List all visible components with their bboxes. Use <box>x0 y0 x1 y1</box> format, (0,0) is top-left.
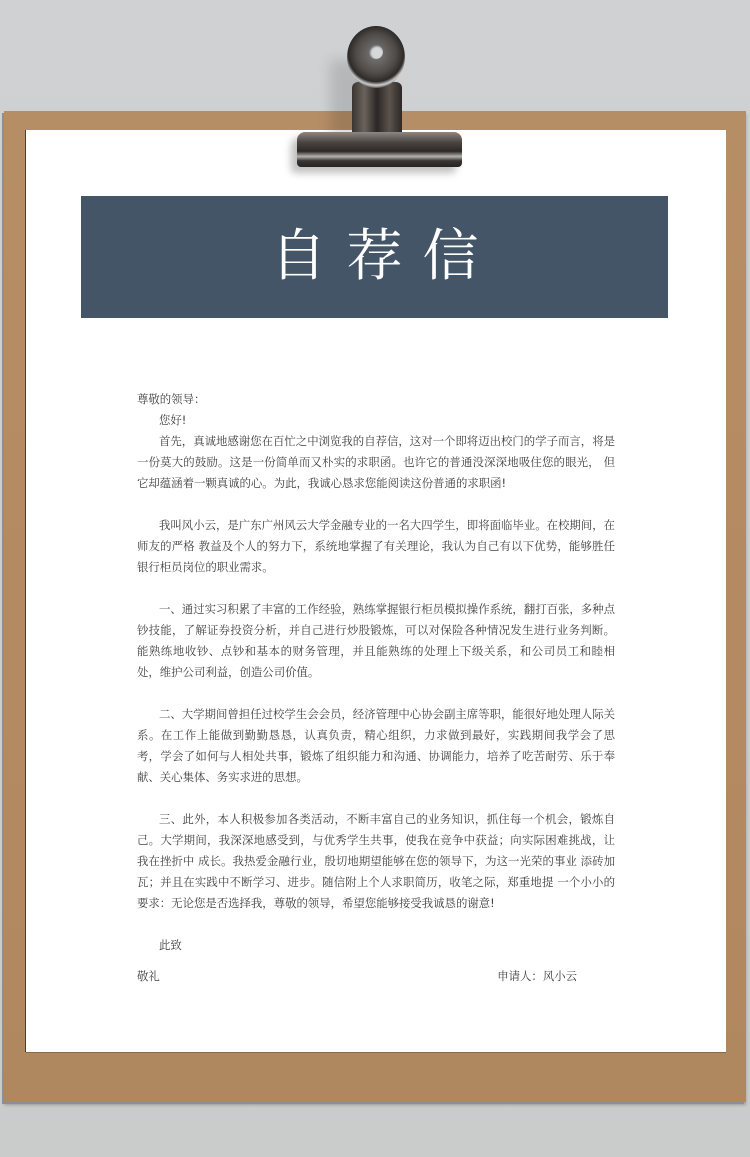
paragraph-point-2: 二、大学期间曾担任过校学生会会员，经济管理中心协会副主席等职，能很好地处理人际关系。在工作上能做到勤勤恳恳，认真负责，精心组织，力求做到最好，实践期间我学会了思考，学会了如何与人相处共事，锻炼了组织能力和沟通、协调能力，培养了吃苦耐劳、乐于奉献、关心集体、务实求进的思想。 <box>137 707 615 784</box>
title-banner <box>81 196 668 318</box>
binder-clip-icon <box>290 20 470 172</box>
letter-body <box>137 389 615 987</box>
paragraph-point-3: 三、此外，本人积极参加各类活动，不断丰富自己的业务知识，抓住每一个机会，锻炼自己。大学期间，我深深地感受到，与优秀学生共事，使我在竞争中获益；向实际困难挑战，让我在挫折中 成长。我热爱金融行业，殷切地期望能够在您的领导下，为这一光荣的事业 添砖加瓦；并且在实践中不断学习、进步。随信附上个人求职简历，收笔之际，郑重地提 一个小小的要求：无论您是否选择我，尊敬的领导，希望您能够接受我诚恳的谢意! <box>137 812 615 910</box>
signoff-row <box>137 966 615 987</box>
closing-text: 此致 <box>159 938 182 952</box>
greeting: 您好! <box>159 413 187 427</box>
clip-base <box>297 132 462 167</box>
clip-hole <box>369 45 383 59</box>
paragraph-intro: 首先，真诚地感谢您在百忙之中浏览我的自荐信，这对一个即将迈出校门的学子而言，将是一份莫大的鼓励。这是一份简单而又朴实的求职函。也许它的普通没深深地吸住您的眼光， 但它却蕴涵着一颗真诚的心。为此，我诚心恳求您能阅读这份普通的求职函! <box>137 434 615 490</box>
paragraph-point-1: 一、通过实习积累了丰富的工作经验，熟练掌握银行柜员模拟操作系统，翻打百张，多种点钞技能，了解证券投资分析，并自己进行炒股锻炼，可以对保险各种情况发生进行业务判断。能熟练地收钞、点钞和基本的财务管理，并且能熟练的处理上下级关系，和公司员工和睦相处，维护公司利益，创造公司价值。 <box>137 602 615 679</box>
page-title: 自荐信 <box>270 224 499 289</box>
paragraph-self-intro: 我叫风小云，是广东广州风云大学金融专业的一名大四学生，即将面临毕业。在校期间，在师友的严格 教益及个人的努力下，系统地掌握了有关理论，我认为自己有以下优势，能够胜任银行柜员岗位的职业需求。 <box>137 518 615 574</box>
salutation: 尊敬的领导： <box>137 392 206 406</box>
signature: 申请人：风小云 <box>497 969 577 983</box>
regards-text: 敬礼 <box>137 969 160 983</box>
